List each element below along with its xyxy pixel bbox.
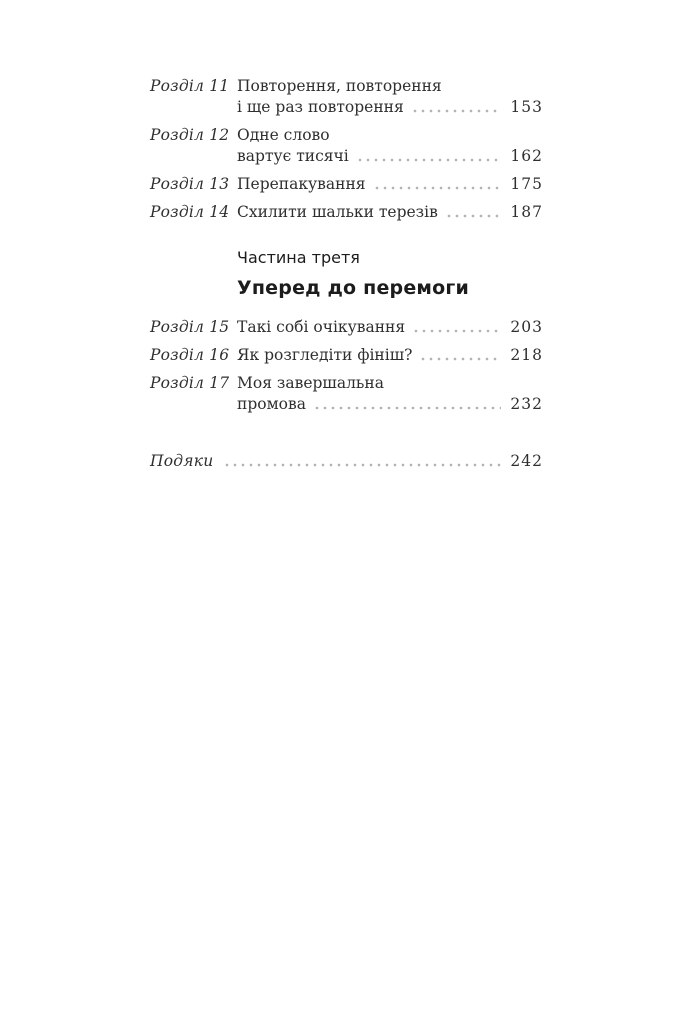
toc-entry-content	[237, 345, 543, 366]
toc-entry-content	[237, 174, 543, 195]
acknowledgements-label: Подяки	[150, 452, 214, 470]
part-heading	[237, 247, 543, 300]
chapter-title-line: Повторення, повторення	[237, 77, 442, 95]
toc-entry	[150, 174, 543, 195]
chapter-title-line: Перепакування	[237, 175, 366, 193]
page-number: 175	[510, 175, 543, 193]
page-number: 153	[510, 98, 543, 116]
chapter-label: Розділ 16	[150, 346, 230, 364]
page-number: 187	[510, 203, 543, 221]
chapter-title-line: вартує тисячі	[237, 147, 349, 165]
chapter-title-line: Одне слово	[237, 126, 330, 144]
page-number: 232	[510, 395, 543, 413]
chapter-title-line: Схилити шальки терезів	[237, 203, 438, 221]
page-number: 242	[510, 452, 543, 470]
chapter-label: Розділ 17	[150, 374, 230, 392]
chapter-title-line: Моя завершальна	[237, 374, 384, 392]
dot-leader	[411, 97, 501, 118]
chapter-label: Розділ 11	[150, 77, 230, 95]
toc-entry-last-line	[237, 97, 543, 118]
dot-leader	[373, 174, 501, 195]
dot-leader	[419, 345, 501, 366]
toc-entry-content	[237, 317, 543, 338]
chapter-title-line: Такі собі очікування	[237, 318, 406, 336]
toc-entry-last-line	[237, 394, 543, 415]
page-number: 162	[510, 147, 543, 165]
toc-entry-content	[237, 373, 543, 415]
page-number: 218	[510, 346, 543, 364]
toc-entry	[150, 373, 543, 415]
part-kicker: Частина третя	[237, 248, 360, 267]
toc-entry	[150, 125, 543, 167]
dot-leader	[412, 317, 501, 338]
dot-leader	[356, 146, 501, 167]
toc-entry	[150, 317, 543, 338]
toc-entry	[150, 76, 543, 118]
dot-leader	[313, 394, 501, 415]
acknowledgements-entry	[150, 451, 543, 472]
chapter-label: Розділ 14	[150, 203, 230, 221]
chapter-label: Розділ 12	[150, 126, 230, 144]
dot-leader	[223, 451, 501, 472]
toc-entry-content	[237, 76, 543, 118]
chapter-title-line: і ще раз повторення	[237, 98, 404, 116]
chapter-label: Розділ 13	[150, 175, 230, 193]
dot-leader	[445, 202, 501, 223]
chapter-title-line: Як розгледіти фініш?	[237, 346, 413, 364]
chapter-title-line: промова	[237, 395, 306, 413]
page-number: 203	[510, 318, 543, 336]
toc-entry-content	[237, 125, 543, 167]
toc-entry-content	[237, 202, 543, 223]
toc-entry-last-line	[237, 317, 543, 338]
toc-entry-last-line	[237, 174, 543, 195]
part-title: Уперед до перемоги	[237, 277, 470, 299]
toc-entry-last-line	[237, 345, 543, 366]
toc-entry-last-line	[237, 202, 543, 223]
toc-entry	[150, 202, 543, 223]
table-of-contents	[150, 76, 543, 472]
toc-entry-last-line	[237, 146, 543, 167]
chapter-label: Розділ 15	[150, 318, 230, 336]
toc-entry	[150, 345, 543, 366]
